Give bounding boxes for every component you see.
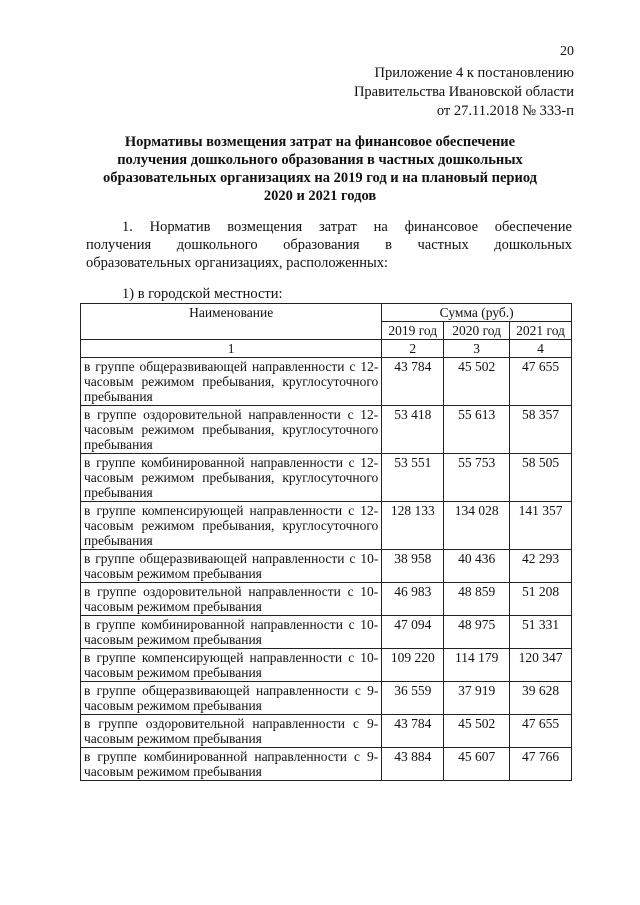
value-cell: 43 884 bbox=[382, 748, 444, 781]
value-cell: 38 958 bbox=[382, 550, 444, 583]
value-cell: 58 505 bbox=[510, 454, 572, 502]
group-name-cell: в группе оздоровительной направленности с 9-часовым режимом пребывания bbox=[81, 715, 382, 748]
value-cell: 128 133 bbox=[382, 502, 444, 550]
value-cell: 51 208 bbox=[510, 583, 572, 616]
value-cell: 43 784 bbox=[382, 715, 444, 748]
intro-paragraph bbox=[86, 218, 572, 272]
header-name-cell: Наименование bbox=[81, 304, 382, 340]
year-cell: 2021 год bbox=[510, 322, 572, 340]
page-number: 20 bbox=[560, 44, 574, 59]
group-name-cell: в группе общеразвивающей направленности с 9-часовым режимом пребывания bbox=[81, 682, 382, 715]
paragraph-line: получения дошкольного образования в частных дошкольных bbox=[86, 237, 572, 253]
value-cell: 36 559 bbox=[382, 682, 444, 715]
column-number-cell: 1 bbox=[81, 340, 382, 358]
value-cell: 42 293 bbox=[510, 550, 572, 583]
value-cell: 48 859 bbox=[444, 583, 510, 616]
table-row bbox=[81, 502, 572, 550]
value-cell: 141 357 bbox=[510, 502, 572, 550]
value-cell: 120 347 bbox=[510, 649, 572, 682]
table-row bbox=[81, 358, 572, 406]
table-header-row bbox=[81, 304, 572, 322]
table-row bbox=[81, 649, 572, 682]
value-cell: 47 655 bbox=[510, 358, 572, 406]
value-cell: 53 418 bbox=[382, 406, 444, 454]
group-name-cell: в группе компенсирующей направленности с 10-часовым режимом пребывания bbox=[81, 649, 382, 682]
appendix-line: от 27.11.2018 № 333-п bbox=[436, 103, 574, 119]
column-number-row bbox=[81, 340, 572, 358]
value-cell: 47 094 bbox=[382, 616, 444, 649]
value-cell: 45 502 bbox=[444, 358, 510, 406]
value-cell: 58 357 bbox=[510, 406, 572, 454]
table-row bbox=[81, 616, 572, 649]
value-cell: 40 436 bbox=[444, 550, 510, 583]
value-cell: 46 983 bbox=[382, 583, 444, 616]
document-title: Нормативы возмещения затрат на финансовое обеспечение получения дошкольного образования в частных дошкольных образовательных организациях на 2019 год и на плановый период 2020 и 2021 годов bbox=[103, 134, 537, 204]
table-row bbox=[81, 406, 572, 454]
value-cell: 114 179 bbox=[444, 649, 510, 682]
header-sum-cell: Сумма (руб.) bbox=[382, 304, 572, 322]
value-cell: 45 607 bbox=[444, 748, 510, 781]
group-name-cell: в группе комбинированной направленности с 10-часовым режимом пребывания bbox=[81, 616, 382, 649]
value-cell: 43 784 bbox=[382, 358, 444, 406]
value-cell: 53 551 bbox=[382, 454, 444, 502]
group-name-cell: в группе компенсирующей направленности с 12-часовым режимом пребывания, круглосуточного пребывания bbox=[81, 502, 382, 550]
table-row bbox=[81, 682, 572, 715]
group-name-cell: в группе общеразвивающей направленности с 12-часовым режимом пребывания, круглосуточного пребывания bbox=[81, 358, 382, 406]
table-row bbox=[81, 550, 572, 583]
group-name-cell: в группе комбинированной направленности с 12-часовым режимом пребывания, круглосуточного пребывания bbox=[81, 454, 382, 502]
table-row bbox=[81, 454, 572, 502]
table-row bbox=[81, 715, 572, 748]
year-cell: 2019 год bbox=[382, 322, 444, 340]
group-name-cell: в группе общеразвивающей направленности с 10-часовым режимом пребывания bbox=[81, 550, 382, 583]
group-name-cell: в группе оздоровительной направленности с 10-часовым режимом пребывания bbox=[81, 583, 382, 616]
value-cell: 55 613 bbox=[444, 406, 510, 454]
column-number-cell: 4 bbox=[510, 340, 572, 358]
group-name-cell: в группе комбинированной направленности с 9-часовым режимом пребывания bbox=[81, 748, 382, 781]
column-number-cell: 2 bbox=[382, 340, 444, 358]
value-cell: 39 628 bbox=[510, 682, 572, 715]
appendix-reference bbox=[354, 64, 574, 121]
section-subheading: 1) в городской местности: bbox=[122, 286, 283, 302]
paragraph-line: образовательных организациях, расположенных: bbox=[86, 255, 389, 271]
value-cell: 47 655 bbox=[510, 715, 572, 748]
value-cell: 51 331 bbox=[510, 616, 572, 649]
value-cell: 45 502 bbox=[444, 715, 510, 748]
value-cell: 37 919 bbox=[444, 682, 510, 715]
value-cell: 134 028 bbox=[444, 502, 510, 550]
value-cell: 48 975 bbox=[444, 616, 510, 649]
year-cell: 2020 год bbox=[444, 322, 510, 340]
table-row bbox=[81, 583, 572, 616]
appendix-line: Приложение 4 к постановлению bbox=[374, 65, 574, 81]
column-number-cell: 3 bbox=[444, 340, 510, 358]
value-cell: 47 766 bbox=[510, 748, 572, 781]
group-name-cell: в группе оздоровительной направленности с 12-часовым режимом пребывания, круглосуточного пребывания bbox=[81, 406, 382, 454]
value-cell: 55 753 bbox=[444, 454, 510, 502]
value-cell: 109 220 bbox=[382, 649, 444, 682]
appendix-line: Правительства Ивановской области bbox=[353, 84, 574, 100]
rates-table bbox=[80, 303, 572, 781]
paragraph-line: 1. Норматив возмещения затрат на финансовое обеспечение bbox=[122, 219, 572, 235]
table-row bbox=[81, 748, 572, 781]
